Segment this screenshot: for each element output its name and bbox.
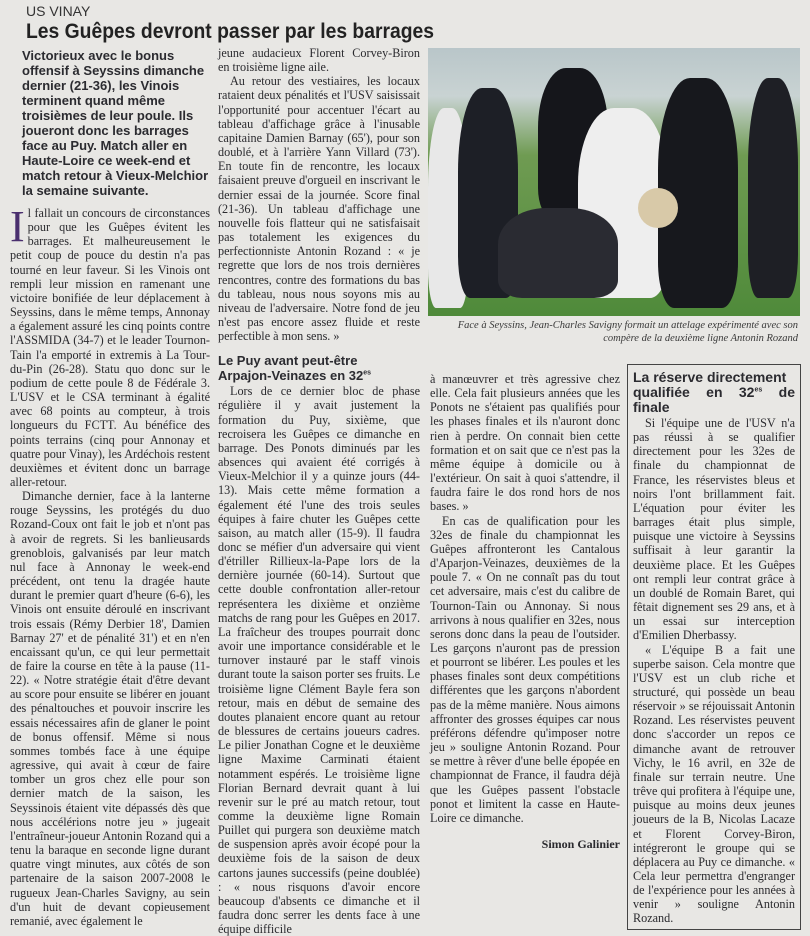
drop-cap: I [10, 202, 25, 251]
article-column-3 [430, 372, 620, 851]
paragraph: Lors de ce dernier bloc de phase régulière il y avait justement la formation du Puy, sixième, que recroisera les Guêpes ce dimanche en barrage. Des Ponots diminués par les absences qui avaient été corrigés à Vieux-Melchior il y a quinze jours (44-13). Mais cette même formation a également été l'une des trois seules équipes à faire chuter les Guêpes cette saison, au match aller (15-9). Il faudra donc se méfier d'un adversaire qui vient d'étriller Rillieux-la-Pape lors de la dernière journée (60-14). Surtout que cette double confrontation aller-retour représentera les dixième et onzième matchs de rang pour les Guêpes en 2017. La fraîcheur des troupes pourrait donc avoir une importance considérable et le turnover instauré par le staff vinois durant toute la saison porter ses fruits. Le troisième ligne Clément Bayle fera son retour, mais en début de semaine des doutes planaient encore quant au retour de blessures de certains joueurs cadres. Le pilier Jonathan Cogne et le deuxième ligne Maxime Carminati étaient notamment espérés. Le troisième ligne Florian Bernard devrait quant à lui revenir sur le pré au match retour, tout comme la deuxième ligne Romain Puillet qui purgera son deuxième match de suspension après avoir écopé pour la deuxième fois de la saison de deux cartons jaunes successifs (peine doublée) : « nous risquons d'avoir encore beaucoup d'absents ce dimanche et il faudra donc serrer les dents face à une équipe difficile [218, 384, 420, 936]
left-column [10, 48, 210, 928]
paragraph: « L'équipe B a fait une superbe saison. Cela montre que l'USV est un club riche et structuré, qui possède un beau réservoir » se réjouissait Antonin Rozand. Les réservistes peuvent donc s'accorder un repos ce dimanche avant de retrouver Vichy, le 16 avril, en 32e de finale sur terrain neutre. Une trêve qui profitera à l'équipe une, puisque au moins deux jeunes joueurs de la B, Nicolas Lacaze et Florent Corvey-Biron, intégreront le groupe qui se déplacera au Puy ce dimanche. « Cela leur permettra d'engranger de l'expérience pour les années à venir » souligne Antonin Rozand. [633, 642, 795, 926]
article-column-1 [10, 202, 210, 928]
lede: Victorieux avec le bonus offensif à Seyssins dimanche dernier (21-36), les Vinois terminent quand même troisièmes de leur poule. Ils joueront donc les barrages face au Puy. Match aller en Haute-Loire ce week-end et match retour à Vieux-Melchior la semaine suivante. [22, 48, 209, 198]
section-kicker: US VINAY [26, 3, 91, 19]
paragraph: jeune audacieux Florent Corvey-Biron en troisième ligne aile. [218, 46, 420, 75]
paragraph: En cas de qualification pour les 32es de finale du championnat les Guêpes affronteront les Cantalous d'Aparjon-Veinazes, deuxièmes de la poule 7. « On ne connaît pas du tout cet adversaire, mais c'est du calibre de Tournon-Tain ou Annonay. Si nous arrivons à nous qualifier en 32es, nous serons donc dans la peau de l'outsider. Les garçons n'auront pas de pression et pourront se libérer. Les poules et les phases finales sont deux compétitions différentes que les garçons n'abordent pas de la même manière. Nous aimons affronter des grosses équipes car nous préférons défendre qu'imposer notre jeu » souligne Antonin Rozand. Pour se mettre à rêver d'une belle épopée en championnat de France, il faudra déjà que les Guêpes passent l'obstacle ponot et limitent la casse en Haute-Loire ce dimanche. [430, 513, 620, 825]
paragraph: à manœuvrer et très agressive chez elle. Cela fait plusieurs années que les Ponots ne s'étaient pas qualifiés pour les phases finales et ils n'auront donc rien à perdre. On connait bien cette formation et on sait que ce n'est pas la même équipe à domicile ou à l'extérieur. On sait à quoi s'attendre, il faudra faire le dos rond hors de nos bases. » [430, 372, 620, 514]
photo-caption: Face à Seyssins, Jean-Charles Savigny formait un attelage expérimenté avec son compère de la deuxième ligne Antonin Rozand [457, 320, 798, 344]
paragraph: Dimanche dernier, face à la lanterne rouge Seyssins, les protégés du duo Rozand-Coux ont fait le job et n'ont pas à avoir de regrets. Si les banlieusards grenoblois, galvanisés par leur match nul face à Annonay le week-end précédent, ont tenu la dragée haute durant le premier quart d'heure (6-6), les Vinois ont ensuite déroulé en inscrivant trois essais (Rémy Derbier 18', Damien Barnay 27' et de pénalité 31') et en n'en encaissant qu'un, ce qui leur permettait de faire la course en tête à la pause (11-22). « Notre stratégie était d'être devant au score pour ensuite se libérer en jouant des pénaltouches et pouvoir inscrire les essais nécessaires afin de glaner le point de bonus offensif. Même si nous sommes tombés face à une équipe agressive, qui avait à cœur de faire tomber un gros chez elle pour son dernier match de la saison, les Seyssinois étaient vite dépassés dès que nous accélérions notre jeu » jugeait l'entraîneur-joueur Antonin Rozand qui a tenu la baraque en seconde ligne durant quatre vingt minutes, aux côtés de son partenaire de la saison 2007-2008 le rugueux Jean-Charles Savigny, au sein d'un huit de devant copieusement remanié, avec également le [10, 489, 210, 928]
subheading-le-puy: Le Puy avant peut-être Arpajon-Veinazes en $32^{es}$ [218, 353, 372, 384]
paragraph: Si l'équipe une de l'USV n'a pas réussi à se qualifier directement pour les 32es de finale du championnat de France, les réservistes bleus et noirs l'ont brillamment fait. L'équation pour éviter les barrages était plus simple, puisque une victoire à Seyssins suffisait à leur garantir la deuxième place. Et les Guêpes ont rempli leur contrat grâce à un doublé de Romain Baret, qui fêtait dignement ses 29 ans, et à un essai sur interception d'Emilien Dherbassy. [633, 416, 795, 643]
sidebar-box-reserve [627, 364, 801, 930]
box-title: La réserve directement qualifiée en $32^{es}$ de finale [633, 369, 796, 415]
paragraph: Il fallait un concours de circonstances pour que les Guêpes évitent les barrages. Et malheureusement le petit coup de pouce du destin n'a pas tourné en leur faveur. Si les Vinois ont rempli leur mission en ramenant une victoire bonifiée de leur déplacement à Seyssins, dans le même temps, Annonay a également assuré les cinq points contre l'ASSMIDA (34-7) et le leader Tournon-Tain l'a emporté in extremis à La Tour-du-Pin (26-28). Statu quo donc sur le podium de cette poule 8 de Fédérale 3. L'USV et le CSA terminant à égalité avec 68 points au compteur, à trois longueurs du FCTT. Au bénéfice des points terrains (cinq pour Annonay et quatre pour Vinay), les Ardéchois restent deuxièmes et évitent donc un barrage aller-retour. [10, 202, 210, 489]
headline: Les Guêpes devront passer par les barrages [26, 20, 435, 43]
paragraph: Au retour des vestiaires, les locaux rataient deux pénalités et l'USV saisissait l'opportunité pour accentuer l'écart au tableau d'affichage grâce à l'inusable capitaine Damien Barnay (65'), pour son doublé, et à l'arrière Yann Villard (73'). En toute fin de rencontre, les locaux faisaient preuve d'orgueil en inscrivant le dernier essai de la journée. Score final (21-36). Un tableau d'affichage une nouvelle fois flatteur qui ne satisfaisait pas totalement les exigences du perfectionniste Antonin Rozand : « je regrette que lors de nos trois dernières rencontres, contre des formations du bas du tableau, nous nous soyons mis au niveau de l'adversaire. Notre fond de jeu n'est pas encore assez fluide et reste perfectible à mon sens. » [218, 74, 420, 344]
author-signature: Simon Galinier [541, 837, 620, 851]
article-column-2 [218, 46, 420, 936]
rugby-photo [428, 48, 800, 316]
